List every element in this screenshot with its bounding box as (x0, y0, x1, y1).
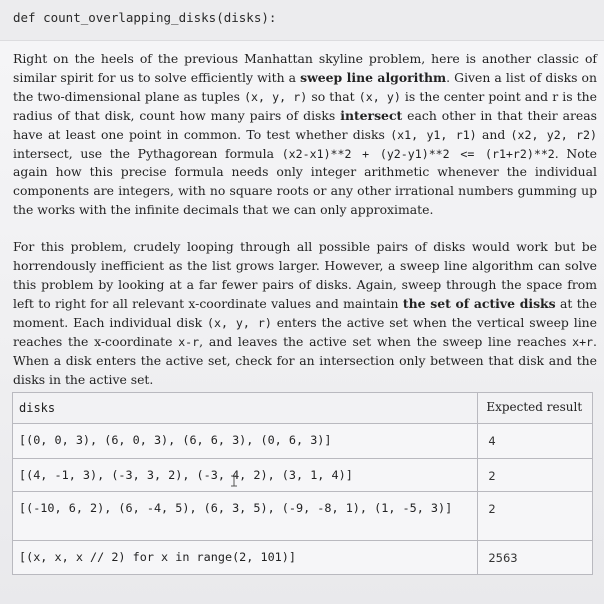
inline-code-tuple: (x, y, r) (244, 89, 308, 104)
disks-cell (13, 492, 478, 541)
expected-cell (478, 459, 593, 492)
disks-cell (13, 424, 478, 459)
disks-value: [(-10, 6, 2), (6, -4, 5), (6, 3, 5), (-9, -8, 1), (1, -5, 3)] (19, 501, 453, 515)
expected-value: 4 (488, 434, 496, 448)
inline-code-enter: x-r (178, 334, 200, 349)
problem-description (13, 50, 597, 389)
expected-cell (478, 541, 593, 575)
bold-term-intersect: intersect (340, 107, 403, 123)
text-run: , and leaves the active set when the sweep line reaches (199, 333, 573, 349)
text-run: . Given a list of disks on the two-dimensional plane as tuples (13, 69, 597, 104)
table-header-row (13, 393, 593, 424)
disks-cell (13, 459, 478, 492)
expected-cell (478, 492, 593, 541)
examples-table (12, 392, 593, 575)
text-run: enters the active set when the vertical sweep line reaches the x-coordinate (13, 314, 597, 349)
header-expected (478, 393, 593, 424)
text-run: so that (307, 88, 359, 104)
paragraph-intro (13, 50, 597, 220)
inline-code-disk: (x, y, r) (207, 315, 272, 330)
text-run: each other in that their areas have at least one point in common. To test whether disks (13, 107, 597, 142)
disks-value: [(0, 0, 3), (6, 0, 3), (6, 6, 3), (0, 6, 3)] (19, 433, 332, 447)
inline-code-disk1: (x1, y1, r1) (390, 127, 477, 142)
text-run: and (476, 126, 511, 142)
disks-value: [(x, x, x // 2) for x in range(2, 101)] (19, 550, 296, 564)
inline-code-leave: x+r (572, 334, 594, 349)
bold-term-sweep-line: sweep line algorithm (300, 69, 447, 85)
function-signature: def count_overlapping_disks(disks): (13, 10, 277, 25)
text-run: at the moment. Each individual disk (13, 295, 597, 330)
text-run: . Note again how this precise formula needs only integer arithmetic whenever the individual components are integers, with no square roots or any other irrational numbers gumming up the works with the infinite decimals that we can only approximate. (13, 145, 597, 218)
header-disks-label: disks (19, 401, 56, 415)
disks-value: [(4, -1, 3), (-3, 3, 2), (-3, 4, 2), (3, 1, 4)] (19, 468, 353, 482)
expected-value: 2 (488, 502, 496, 516)
table-row (13, 541, 593, 575)
table-row (13, 424, 593, 459)
expected-cell (478, 424, 593, 459)
disks-cell (13, 541, 478, 575)
header-disks (13, 393, 478, 424)
text-run: . When a disk enters the active set, check for an intersection only between that disk and the disks in the active set. (13, 333, 597, 387)
inline-code-disk2: (x2, y2, r2) (510, 127, 598, 142)
inline-code-formula: (x2-x1)**2 + (y2-y1)**2 <= (r1+r2)**2 (281, 146, 555, 161)
text-run: Right on the heels of the previous Manhattan skyline problem, here is another classic of similar spirit for us to solve efficiently with a (13, 51, 597, 85)
text-run: For this problem, crudely looping through all possible pairs of disks would work but be horrendously inefficient as the list grows larger. However, a sweep line algorithm can solve this problem by looking at a far fewer pairs of disks. Again, sweep through the space from left to right for all relevant x-coordinate values and maintain (13, 239, 597, 311)
table-row (13, 459, 593, 492)
table-row (13, 492, 593, 541)
expected-value: 2563 (488, 551, 518, 565)
function-signature-bar (0, 0, 604, 41)
bold-term-active-set: the set of active disks (402, 295, 556, 311)
header-expected-label: Expected result (486, 400, 583, 414)
expected-value: 2 (488, 469, 496, 483)
text-run: intersect, use the Pythagorean formula (13, 145, 282, 161)
paragraph-sweep (13, 238, 597, 389)
text-run: is the center point and r is the radius of that disk, count how many pairs of disks (13, 88, 597, 123)
inline-code-center: (x, y) (358, 89, 401, 104)
